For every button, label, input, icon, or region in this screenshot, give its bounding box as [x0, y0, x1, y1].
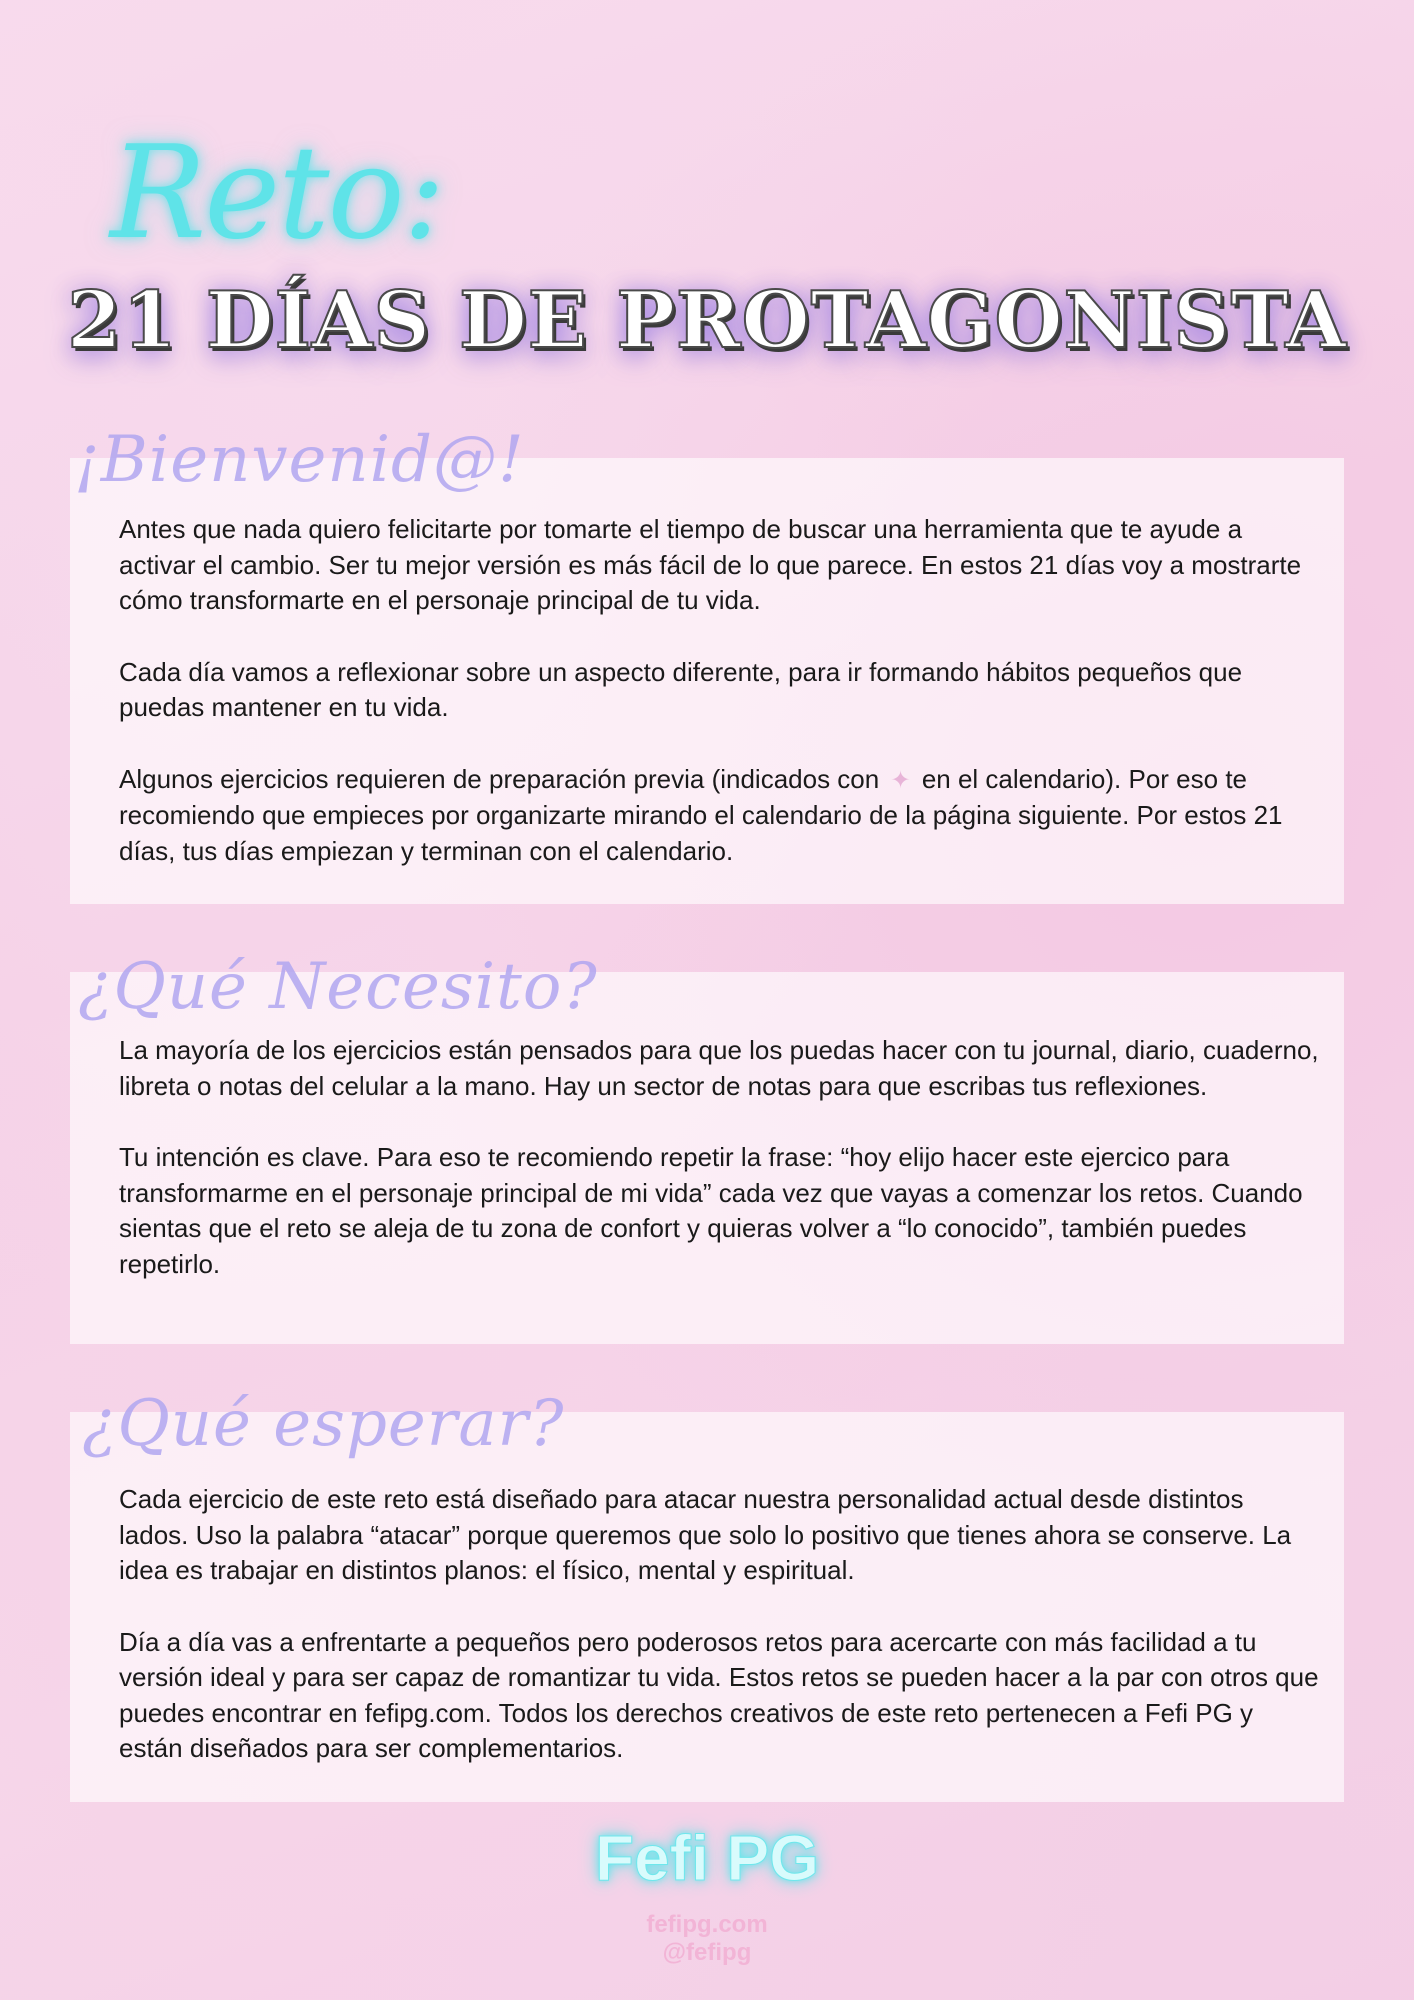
paragraph: Cada ejercicio de este reto está diseñado para atacar nuestra personalidad actual desde distintos lados. Uso la palabra “atacar” porque queremos que solo lo positivo que tienes ahora se conserve. La idea es trabajar en distintos planos: el físico, mental y espiritual. — [119, 1484, 1292, 1585]
expect-body — [119, 1482, 1319, 1803]
paragraph: Cada día vamos a reflexionar sobre un aspecto diferente, para ir formando hábitos pequeños que puedas mantener en tu vida. — [119, 656, 1243, 722]
paragraph: Día a día vas a enfrentarte a pequeños pero poderosos retos para acercarte con más facilidad a tu versión ideal y para ser capaz de romantizar tu vida. Estos retos se pueden hacer a la par con otros que puedes encontrar en fefipg.com. Todos los derechos creativos de este reto pertenecen a Fefi PG y están diseñados para ser complementarios. — [119, 1626, 1319, 1763]
paragraph: La mayoría de los ejercicios están pensados para que los puedas hacer con tu journal, diario, cuaderno, libreta o notas del celular a la mano. Hay un sector de notas para que escribas tus reflexiones. — [119, 1035, 1319, 1101]
paragraph: Antes que nada quiero felicitarte por tomarte el tiempo de buscar una herramienta que te ayude a activar el cambio. Ser tu mejor versión es más fácil de lo que parece. En estos 21 días voy a mostrarte cómo transformarte en el personaje principal de tu vida. — [119, 514, 1302, 615]
expect-heading: ¿Qué esperar? — [82, 1387, 565, 1461]
needs-heading: ¿Qué Necesito? — [78, 950, 598, 1024]
paragraph — [119, 762, 1319, 870]
website-link[interactable]: fefipg.com — [646, 1911, 768, 1938]
social-handle[interactable]: @fefipg — [662, 1939, 752, 1966]
page-title: 21 DÍAS DE PROTAGONISTA — [67, 275, 1347, 366]
script-title: Reto: — [110, 119, 444, 268]
brand-logo: Fefi PG — [594, 1822, 820, 1894]
needs-body — [119, 1033, 1319, 1318]
welcome-heading: ¡Bienvenid@! — [74, 423, 525, 497]
paragraph-text: en el calendario). Por eso te recomiendo que empieces por organizarte mirando el calendario de la página siguiente. Por estos 21 días, tus días empiezan y terminan con el calendario. — [119, 763, 1283, 866]
paragraph-text: Algunos ejercicios requieren de preparación previa (indicados con — [119, 763, 880, 794]
paragraph: Tu intención es clave. Para eso te recomiendo repetir la frase: “hoy elijo hacer este ejercico para transformarme en el personaje principal de mi vida” cada vez que vayas a comenzar los retos. Cuando sientas que el reto se aleja de tu zona de confort y quieras volver a “lo conocido”, también puedes repetirlo. — [119, 1142, 1303, 1279]
welcome-body — [119, 512, 1319, 905]
sparkle-icon: ✦ — [890, 766, 911, 794]
